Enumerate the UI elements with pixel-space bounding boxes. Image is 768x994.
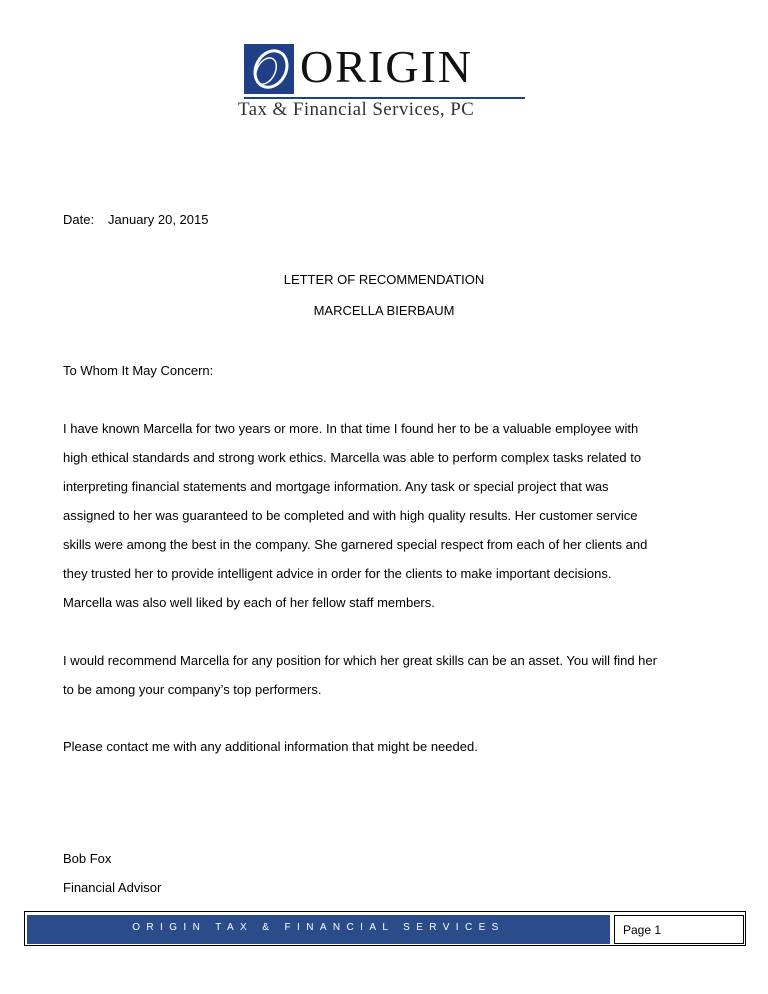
page-number: Page 1 bbox=[623, 923, 662, 937]
paragraph-line: skills were among the best in the company. She garnered special respect from each of her clients and bbox=[63, 537, 648, 552]
logo-swirl-icon bbox=[244, 44, 294, 94]
page-number-box bbox=[614, 915, 744, 944]
paragraph-line: I would recommend Marcella for any position for which her great skills can be an asset. You will find her bbox=[63, 653, 657, 668]
signature-title: Financial Advisor bbox=[63, 880, 162, 895]
letter-title: LETTER OF RECOMMENDATION bbox=[283, 272, 485, 287]
logo-wordmark: ORIGIN bbox=[300, 41, 473, 92]
paragraph-line: high ethical standards and strong work ethics. Marcella was able to perform complex tasks related to bbox=[63, 450, 642, 465]
date-value: January 20, 2015 bbox=[108, 212, 209, 227]
greeting: To Whom It May Concern: bbox=[63, 363, 214, 378]
paragraph-3 bbox=[63, 732, 478, 761]
recommended-person: MARCELLA BIERBAUM bbox=[313, 303, 455, 318]
paragraph-line: they trusted her to provide intelligent advice in order for the clients to make important decisions. bbox=[63, 566, 612, 581]
paragraph-line: interpreting financial statements and mortgage information. Any task or special project that was bbox=[63, 479, 609, 494]
footer-company-text: ORIGIN TAX & FINANCIAL SERVICES bbox=[132, 922, 505, 933]
signature-name: Bob Fox bbox=[63, 851, 112, 866]
paragraph-line: to be among your company’s top performers. bbox=[63, 682, 322, 697]
paragraph-1 bbox=[63, 414, 647, 617]
date-label: Date: bbox=[63, 212, 95, 227]
logo-tagline: Tax & Financial Services, PC bbox=[238, 99, 475, 120]
paragraph-line: Please contact me with any additional information that might be needed. bbox=[63, 739, 478, 754]
paragraph-2 bbox=[63, 646, 657, 704]
company-logo bbox=[238, 41, 528, 120]
paragraph-line: I have known Marcella for two years or more. In that time I found her to be a valuable employee with bbox=[63, 421, 639, 436]
paragraph-line: assigned to her was guaranteed to be completed and with high quality results. Her customer service bbox=[63, 508, 638, 523]
paragraph-line: Marcella was also well liked by each of her fellow staff members. bbox=[63, 595, 435, 610]
